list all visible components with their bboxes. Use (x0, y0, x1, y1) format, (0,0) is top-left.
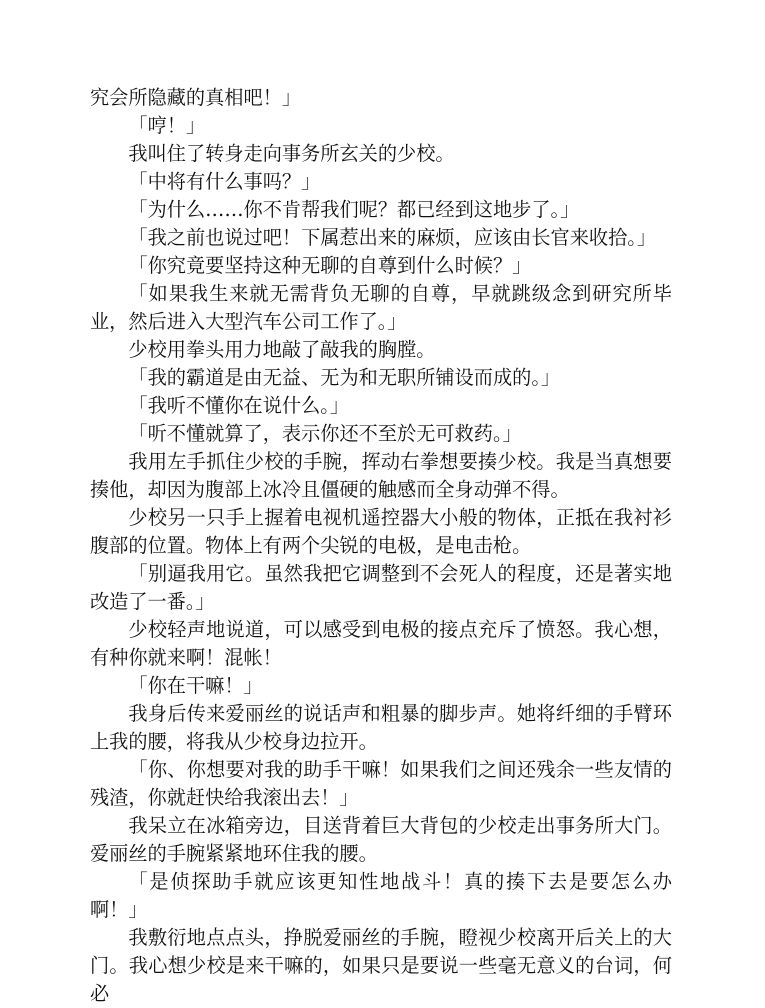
paragraph: 究会所隐藏的真相吧！」 (90, 86, 302, 109)
paragraph: 我敷衍地点点头，挣脱爱丽丝的手腕，瞪视少校离开后关上的大门。我心想少校是来干嘛的，如果只是要说一些毫无意义的台词，何必 (90, 926, 672, 1005)
paragraph: 「我之前也说过吧！下属惹出来的麻烦，应该由长官来收拾。」 (128, 226, 657, 249)
body-text (90, 84, 672, 1008)
paragraph: 我用左手抓住少校的手腕，挥动右拳想要揍少校。我是当真想要揍他，却因为腹部上冰冷且僵硬的触感而全身动弹不得。 (90, 450, 672, 501)
paragraph: 「我听不懂你在说什么。」 (128, 394, 350, 417)
paragraph: 「中将有什么事吗？」 (128, 170, 321, 193)
paragraph: 「你在干嘛！」 (128, 674, 263, 697)
paragraph: 我身后传来爱丽丝的说话声和粗暴的脚步声。她将纤细的手臂环上我的腰，将我从少校身边拉开。 (90, 702, 672, 753)
paragraph: 「为什么……你不肯帮我们呢？都已经到这地步了。」 (128, 198, 580, 221)
paragraph: 「别逼我用它。虽然我把它调整到不会死人的程度，还是著实地改造了一番。」 (90, 562, 672, 613)
paragraph: 少校用拳头用力地敲了敲我的胸膛。 (128, 338, 436, 361)
paragraph: 「你、你想要对我的助手干嘛！如果我们之间还残余一些友情的残渣，你就赶快给我滚出去！」 (90, 758, 672, 809)
paragraph: 我呆立在冰箱旁边，目送背着巨大背包的少校走出事务所大门。爱丽丝的手腕紧紧地环住我的腰。 (90, 814, 672, 865)
paragraph: 「是侦探助手就应该更知性地战斗！真的揍下去是要怎么办啊！」 (90, 870, 672, 921)
paragraph: 「如果我生来就无需背负无聊的自尊，早就跳级念到研究所毕业，然后进入大型汽车公司工作了。」 (90, 282, 672, 333)
paragraph: 「你究竟要坚持这种无聊的自尊到什么时候？」 (128, 254, 532, 277)
paragraph: 「听不懂就算了，表示你还不至於无可救药。」 (128, 422, 522, 445)
paragraph: 我叫住了转身走向事务所玄关的少校。 (128, 142, 455, 165)
paragraph: 少校另一只手上握着电视机遥控器大小般的物体，正抵在我衬衫腹部的位置。物体上有两个尖锐的电极，是电击枪。 (90, 506, 672, 557)
paragraph: 少校轻声地说道，可以感受到电极的接点充斥了愤怒。我心想，有种你就来啊！混帐！ (90, 618, 672, 669)
paragraph: 「哼！」 (128, 114, 206, 137)
paragraph: 「我的霸道是由无益、无为和无职所铺设而成的。」 (128, 366, 561, 389)
